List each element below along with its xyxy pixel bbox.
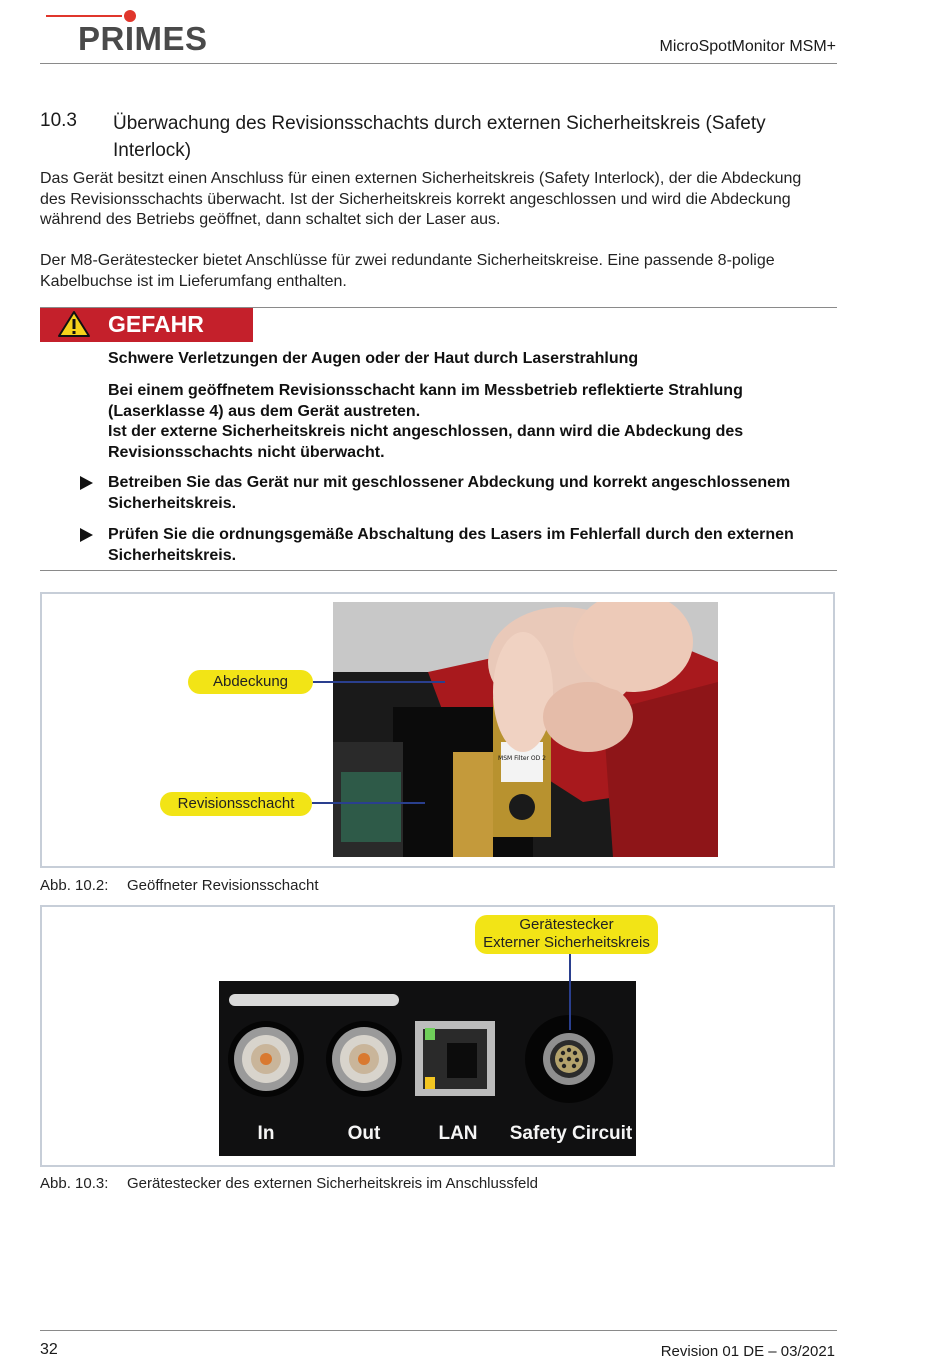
warning-triangle-icon xyxy=(57,310,91,338)
danger-action-1: Betreiben Sie das Gerät nur mit geschlossener Abdeckung und korrekt angeschlossenem Sicherheitskreis. xyxy=(108,474,791,512)
footer-divider xyxy=(40,1330,837,1331)
section-number: 10.3 xyxy=(40,110,77,131)
page-number: 32 xyxy=(40,1341,58,1358)
danger-body-2: Ist der externe Sicherheitskreis nicht angeschlossen, dann wird die Abdeckung des Revisionsschachts nicht überwacht. xyxy=(108,423,744,461)
figure-2-caption-number: Abb. 10.3: xyxy=(40,1175,109,1192)
connector-paragraph: Der M8-Gerätestecker bietet Anschlüsse für zwei redundante Sicherheitskreise. Eine passende 8-polige Kabelbuchse ist im Lieferumfang enthalten. xyxy=(40,252,775,290)
callout-safety-connector-line-1: Gerätestecker xyxy=(519,916,614,933)
header-divider xyxy=(40,63,837,64)
connector-panel-photo xyxy=(219,981,636,1156)
callout-safety-connector-pointer xyxy=(569,954,571,1030)
callout-inspection-shaft: Revisionsschacht xyxy=(160,792,312,816)
port-label-lan: LAN xyxy=(438,1123,478,1144)
filter-label-text: MSM Filter OD 2 xyxy=(498,755,546,762)
callout-cover: Abdeckung xyxy=(188,670,313,694)
action-arrow-icon xyxy=(80,528,93,542)
port-label-out: Out xyxy=(347,1123,381,1144)
danger-label: GEFAHR xyxy=(108,311,204,337)
logo-line xyxy=(46,15,122,17)
callout-inspection-shaft-line xyxy=(312,802,425,804)
danger-bottom-rule xyxy=(40,570,837,571)
action-arrow-icon xyxy=(80,476,93,490)
revision-info: Revision 01 DE – 03/2021 xyxy=(660,1343,835,1360)
figure-1-caption-text: Geöffneter Revisionsschacht xyxy=(127,877,319,894)
danger-action-2: Prüfen Sie die ordnungsgemäße Abschaltung des Lasers im Fehlerfall durch den externen Sicherheitskreis. xyxy=(108,526,794,564)
danger-heading: Schwere Verletzungen der Augen oder der Haut durch Laserstrahlung xyxy=(108,350,639,367)
callout-cover-line xyxy=(313,681,445,683)
brand-logo: PRIMES xyxy=(78,20,208,57)
open-inspection-shaft-photo xyxy=(333,602,718,857)
port-label-in: In xyxy=(257,1123,275,1144)
callout-safety-connector-line-2: Externer Sicherheitskreis xyxy=(483,934,650,951)
section-title: Überwachung des Revisionsschachts durch externen Sicherheitskreis (Safety Interlock) xyxy=(113,113,766,161)
danger-banner xyxy=(40,308,253,342)
port-label-safety-circuit: Safety Circuit xyxy=(509,1123,633,1144)
danger-body-1: Bei einem geöffnetem Revisionsschacht kann im Messbetrieb reflektierte Strahlung (Laserklasse 4) aus dem Gerät austreten. xyxy=(108,382,743,420)
intro-paragraph: Das Gerät besitzt einen Anschluss für einen externen Sicherheitskreis (Safety Interlock), der die Abdeckung des Revisionsschachts überwacht. Ist der Sicherheitskreis korrekt angeschlossen und wird die Abdeckung während des Betriebs geöffnet, dann schaltet sich der Laser aus. xyxy=(40,170,802,228)
document-title: MicroSpotMonitor MSM+ xyxy=(659,38,836,55)
figure-2-caption-text: Gerätestecker des externen Sicherheitskreis im Anschlussfeld xyxy=(127,1175,539,1192)
callout-safety-connector xyxy=(475,915,658,954)
figure-1-caption-number: Abb. 10.2: xyxy=(40,877,109,894)
